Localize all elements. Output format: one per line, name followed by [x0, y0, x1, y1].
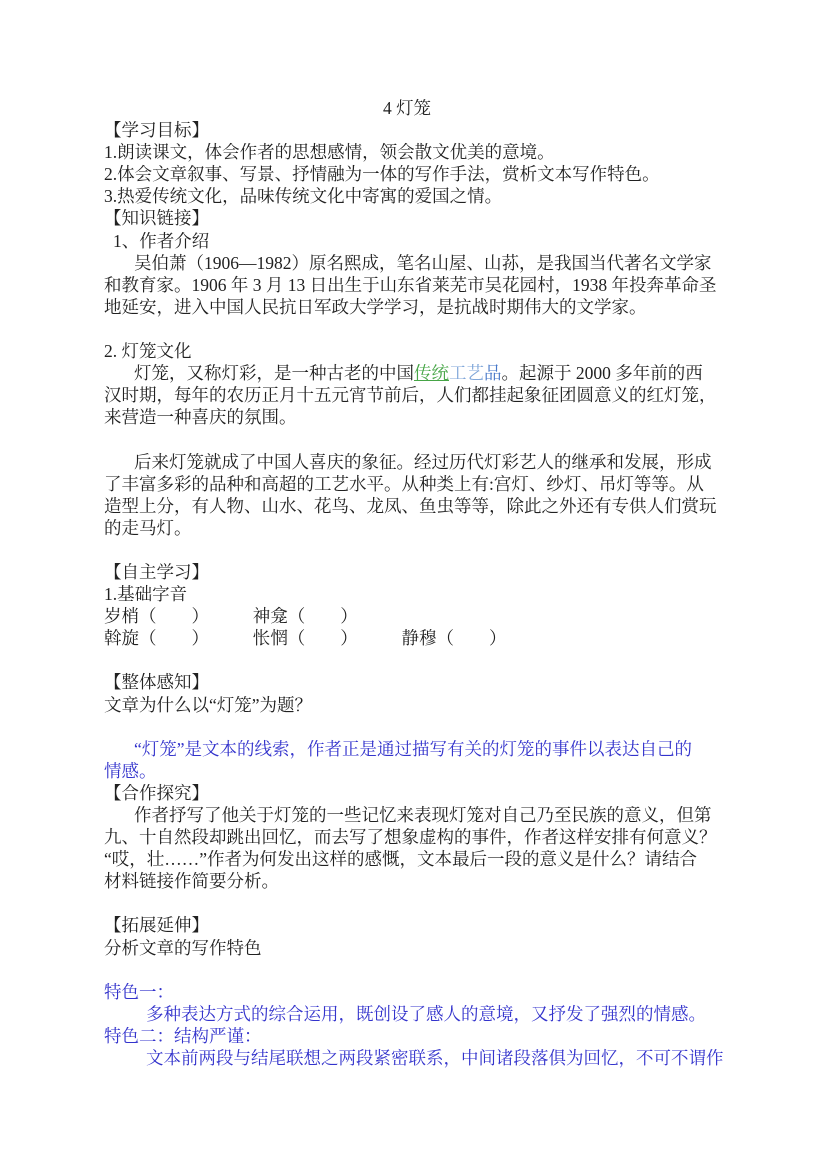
lantern-history-line-4 [104, 517, 710, 539]
text-segment: 灯笼，又称灯彩，是一种古老的中国 [134, 363, 414, 384]
blank-line [104, 959, 710, 981]
text-segment: 分析文章的写作特色 [104, 937, 262, 958]
extension-task [104, 937, 710, 959]
inline-link[interactable]: 工艺 [449, 363, 484, 384]
inline-link[interactable]: 传统 [414, 363, 449, 384]
inline-link[interactable]: 品 [484, 363, 502, 384]
text-segment: 材料链接作简要分析。 [104, 871, 279, 892]
text-segment: 特色二：结构严谨： [104, 1025, 262, 1046]
inquiry-line-1 [104, 804, 710, 826]
feature-1-desc [104, 1003, 710, 1025]
lantern-history-line-1 [104, 451, 710, 473]
blank-line [104, 892, 710, 914]
text-segment: 4 灯笼 [382, 98, 432, 118]
author-intro-line-2 [104, 274, 717, 296]
pronunciation-row-2 [104, 627, 710, 649]
feature-2-desc [104, 1047, 724, 1069]
text-segment: 文章为什么以“灯笼”为题？ [104, 694, 313, 715]
text-segment: 【合作探究】 [104, 782, 209, 803]
answer-line-2 [104, 760, 710, 782]
heading-extension [104, 914, 710, 936]
text-segment: 造型上分，有人物、山水、花鸟、龙凤、鱼虫等等，除此之外还有专供人们赏玩 [104, 495, 717, 516]
text-segment: 多种表达方式的综合运用，既创设了感人的意境，又抒发了强烈的情感。 [146, 1003, 706, 1024]
text-segment: 地延安，进入中国人民抗日军政大学学习，是抗战时期伟大的文学家。 [104, 296, 647, 317]
text-segment: 后来灯笼就成了中国人喜庆的象征。经过历代灯彩艺人的继承和发展，形成 [134, 451, 712, 472]
text-segment: “哎，壮……”作者为何发出这样的感慨，文本最后一段的意义是什么？请结合 [104, 849, 698, 870]
heading-self-study [104, 561, 710, 583]
text-segment: 的走马灯。 [104, 517, 192, 538]
text-segment: 【知识链接】 [104, 208, 209, 229]
lantern-culture-line-3 [104, 406, 710, 428]
text-segment: 。起源于 2000 多年前的西 [501, 363, 703, 384]
text-segment: 3.热爱传统文化，品味传统文化中寄寓的爱国之情。 [104, 186, 503, 207]
feature-1-label [104, 981, 710, 1003]
heading-cooperative-inquiry [104, 782, 710, 804]
goal-1 [104, 141, 710, 163]
text-segment: “灯笼”是文本的线索，作者正是通过描写有关的灯笼的事件以表达自己的 [134, 738, 693, 759]
goal-3 [104, 185, 710, 207]
author-intro-line-1 [104, 252, 710, 274]
text-segment: 特色一： [104, 981, 174, 1002]
text-segment: 文本前两段与结尾联想之两段紧密联系，中间诸段落俱为回忆，不可不谓作 [146, 1048, 724, 1069]
inquiry-line-2 [104, 826, 717, 848]
question-title-reason [104, 694, 710, 716]
inquiry-line-4 [104, 870, 710, 892]
feature-2-label [104, 1025, 710, 1047]
subheading-author-intro [104, 230, 710, 252]
inquiry-line-3 [104, 848, 710, 870]
goal-2 [104, 163, 710, 185]
lantern-history-line-2 [104, 473, 710, 495]
answer-line-1 [104, 738, 710, 760]
text-segment: 【自主学习】 [104, 561, 209, 582]
text-segment: 1.基础字音 [104, 584, 188, 605]
document-page [104, 97, 724, 1069]
heading-learning-goals [104, 119, 710, 141]
heading-overall-perception [104, 671, 710, 693]
heading-knowledge-links [104, 207, 710, 229]
text-segment: 【学习目标】 [104, 120, 209, 141]
text-segment: 了丰富多彩的品种和高超的工艺水平。从种类上有:宫灯、纱灯、吊灯等等。从 [104, 473, 704, 494]
pronunciation-row-1 [104, 605, 710, 627]
text-segment: 岁梢（ ） 神龛（ ） [104, 606, 358, 627]
blank-line [104, 318, 710, 340]
blank-line [104, 428, 710, 450]
text-segment: 【拓展延伸】 [104, 915, 209, 936]
text-segment: 【整体感知】 [104, 672, 209, 693]
blank-line [104, 649, 710, 671]
lantern-culture-line-2 [104, 384, 717, 406]
text-segment: 斡旋（ ） 怅惘（ ） 静穆（ ） [104, 628, 507, 649]
subheading-basic-pronunciation [104, 583, 710, 605]
text-segment: 和教育家。1906 年 3 月 13 日出生于山东省莱芜市吴花园村，1938 年投奔革命圣 [104, 274, 717, 295]
blank-line [104, 716, 710, 738]
text-segment: 吴伯萧（1906—1982）原名熙成，笔名山屋、山荪，是我国当代著名文学家 [134, 252, 712, 273]
text-segment: 汉时期，每年的农历正月十五元宵节前后，人们都挂起象征团圆意义的红灯笼， [104, 385, 717, 406]
lantern-history-line-3 [104, 495, 717, 517]
text-segment: 1、作者介绍 [113, 230, 210, 251]
doc-title [104, 97, 710, 119]
text-segment: 2.体会文章叙事、写景、抒情融为一体的写作手法，赏析文本写作特色。 [104, 164, 660, 185]
text-segment: 作者抒写了他关于灯笼的一些记忆来表现灯笼对自己乃至民族的意义，但第 [134, 805, 712, 825]
author-intro-line-3 [104, 296, 710, 318]
text-segment: 情感。 [104, 760, 157, 781]
text-segment: 1.朗读课文，体会作者的思想感情，领会散文优美的意境。 [104, 142, 555, 163]
subheading-lantern-culture [104, 340, 710, 362]
lantern-culture-line-1 [104, 362, 710, 384]
blank-line [104, 539, 710, 561]
text-segment: 来营造一种喜庆的氛围。 [104, 407, 297, 428]
text-segment: 2. 灯笼文化 [104, 341, 192, 362]
text-segment: 九、十自然段却跳出回忆，而去写了想象虚构的事件，作者这样安排有何意义？ [104, 827, 717, 848]
